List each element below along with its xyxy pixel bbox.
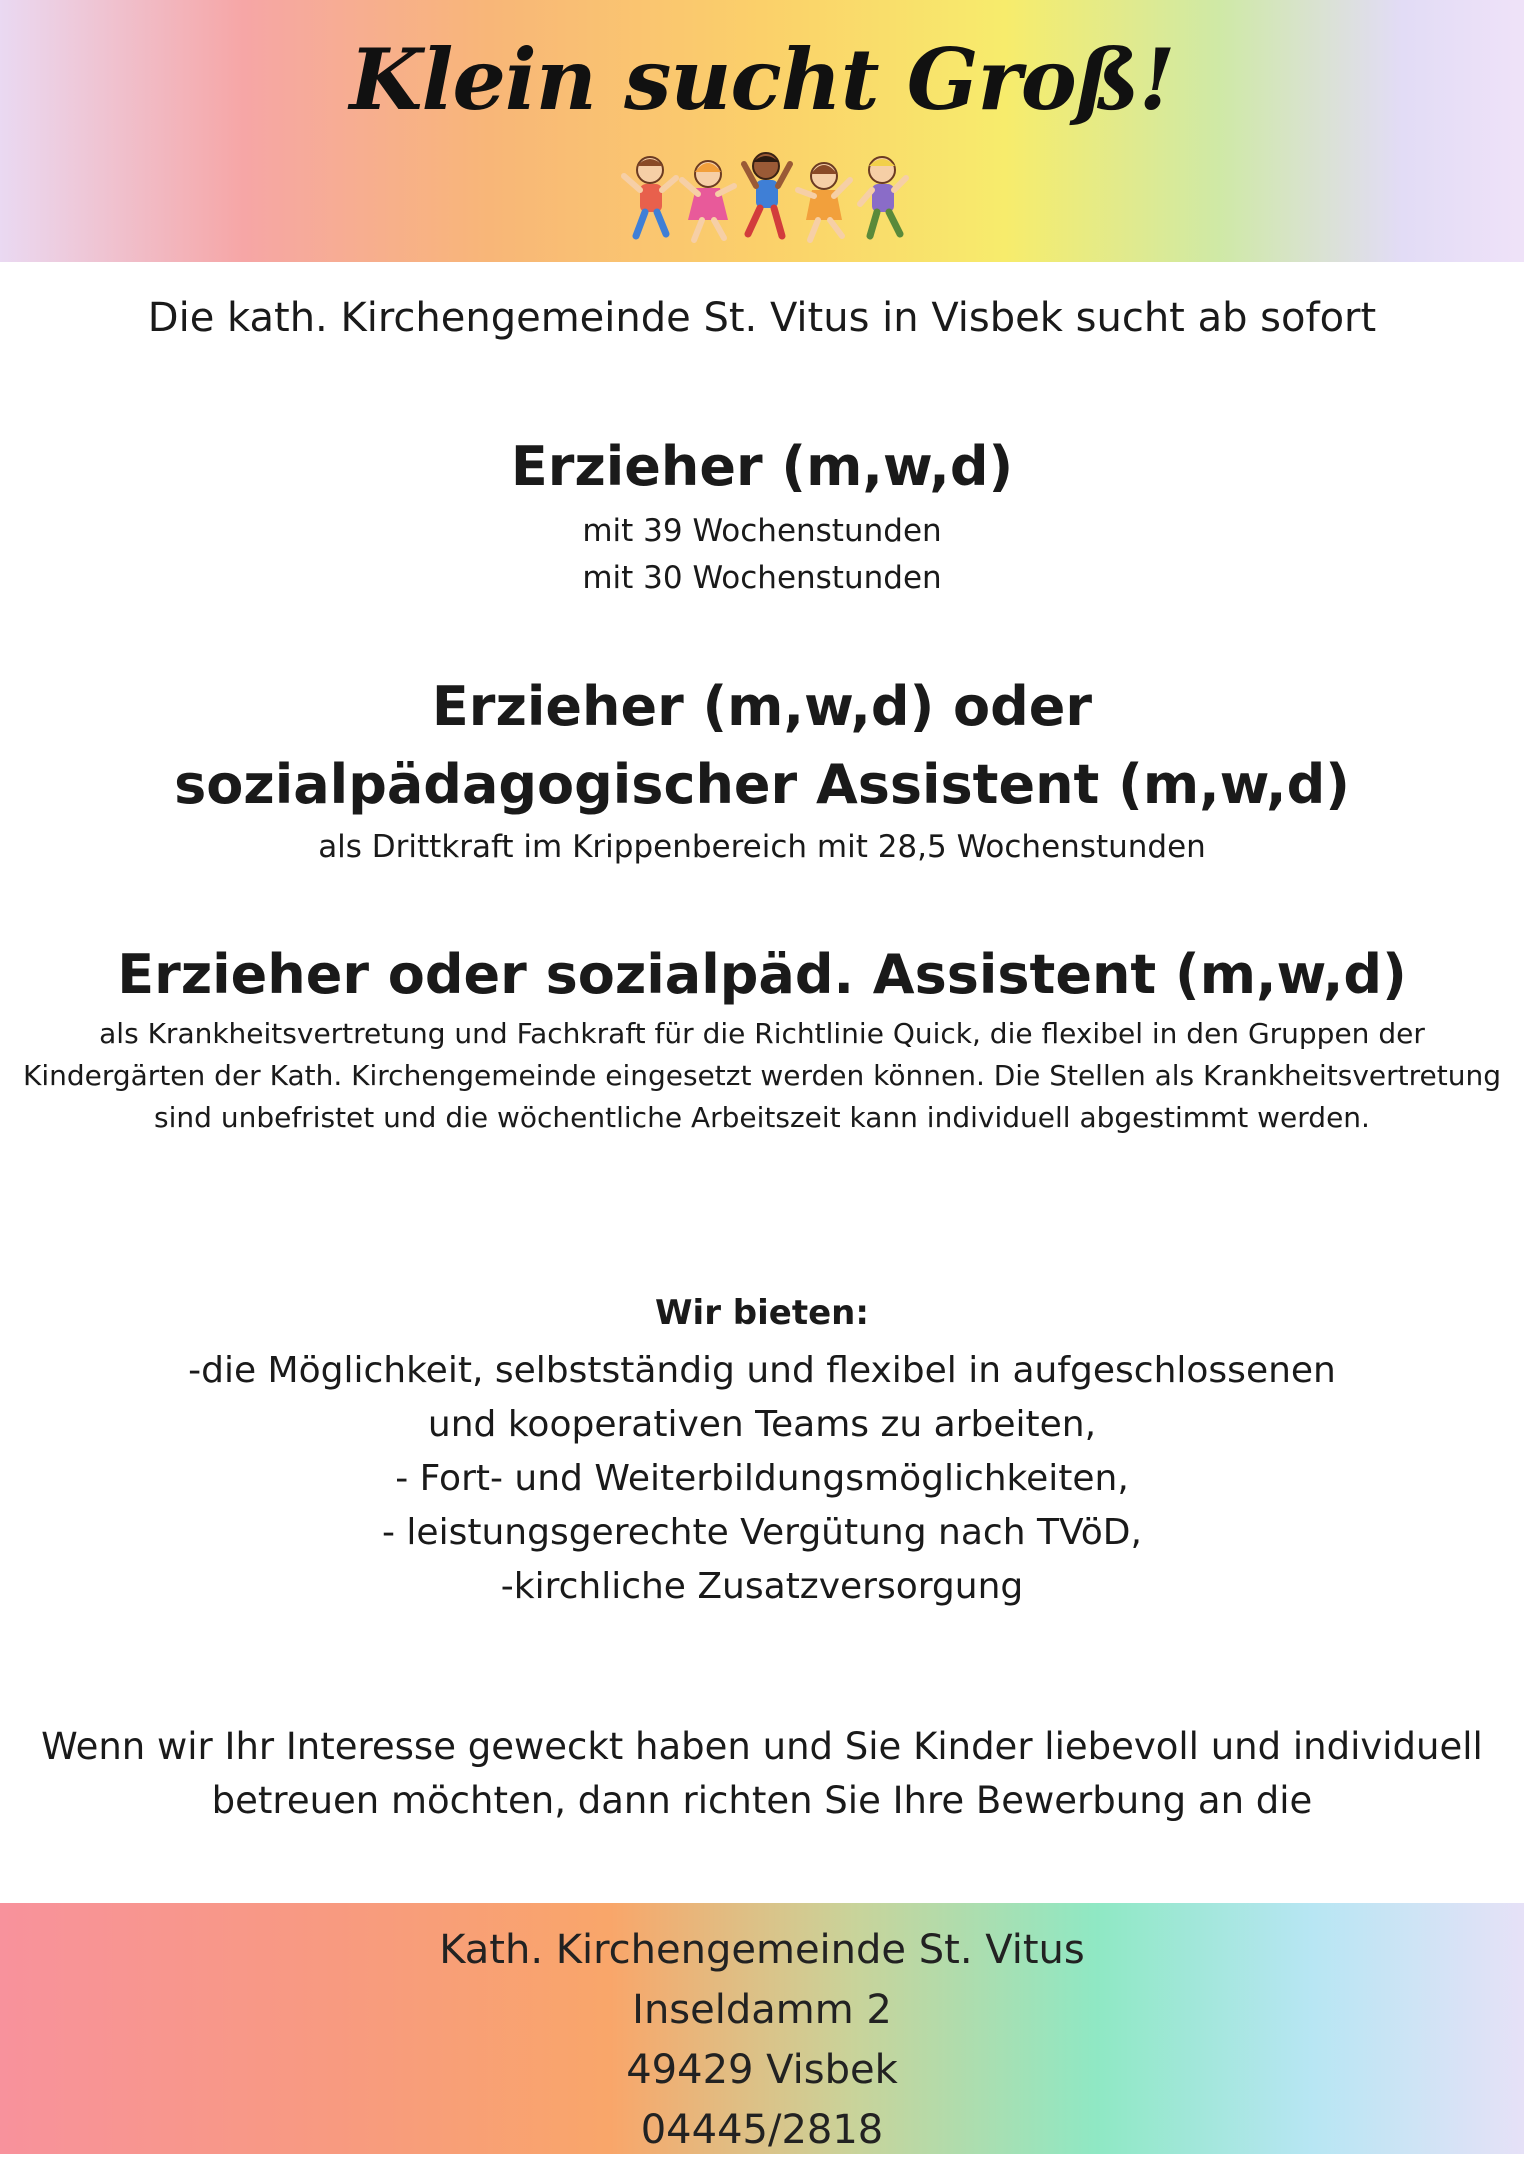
offer-item: -die Möglichkeit, selbstständig und flexibel in aufgeschlossenen [188,1350,1336,1391]
child-figure [744,153,790,236]
dancing-children-icon [620,150,910,245]
job-2-detail: als Drittkraft im Krippenbereich mit 28,5 Wochenstunden [318,829,1206,865]
address-city: 49429 Visbek [626,2047,898,2093]
offer-item: - leistungsgerechte Vergütung nach TVöD, [382,1512,1142,1553]
flyer-title: Klein sucht Groß! [349,30,1175,129]
job-2-title-line-2: sozialpädagogischer Assistent (m,w,d) [174,753,1350,816]
job-3-title: Erzieher oder sozialpäd. Assistent (m,w,d) [117,943,1407,1006]
offer-list [0,1344,1524,1614]
offer-heading: Wir bieten: [655,1293,869,1333]
offer-item: - Fort- und Weiterbildungsmöglichkeiten, [395,1458,1129,1499]
child-figure [860,157,906,236]
address-block [0,1920,1524,2160]
offer-item: -kirchliche Zusatzversorgung [500,1566,1024,1607]
job-2-title-line-1: Erzieher (m,w,d) oder [431,675,1093,738]
job-3-description: als Krankheitsvertretung und Fachkraft für die Richtlinie Quick, die flexibel in den Gruppen der Kindergärten der Kath. Kirchengemeinde eingesetzt werden können. Die Stellen als Krankheitsvertretung sind unbefristet und die wöchentliche Arbeitszeit kann individuell abgestimmt werden. [22,1017,1502,1134]
child-figure [624,157,676,236]
offer-item: und kooperativen Teams zu arbeiten, [427,1404,1097,1445]
child-figure [682,161,734,240]
intro-text: Die kath. Kirchengemeinde St. Vitus in Visbek sucht ab sofort [147,295,1377,341]
address-phone: 04445/2818 [640,2107,884,2153]
job-1-detail-2: mit 30 Wochenstunden [582,560,942,596]
job-1-title: Erzieher (m,w,d) [510,435,1014,498]
address-street: Inseldamm 2 [632,1987,892,2033]
child-figure [798,163,850,240]
job-1-detail-1: mit 39 Wochenstunden [582,513,942,549]
contact-intro: Wenn wir Ihr Interesse geweckt haben und Sie Kinder liebevoll und individuell betreuen möchten, dann richten Sie Ihre Bewerbung an die [41,1725,1483,1822]
address-name: Kath. Kirchengemeinde St. Vitus [439,1927,1085,1973]
